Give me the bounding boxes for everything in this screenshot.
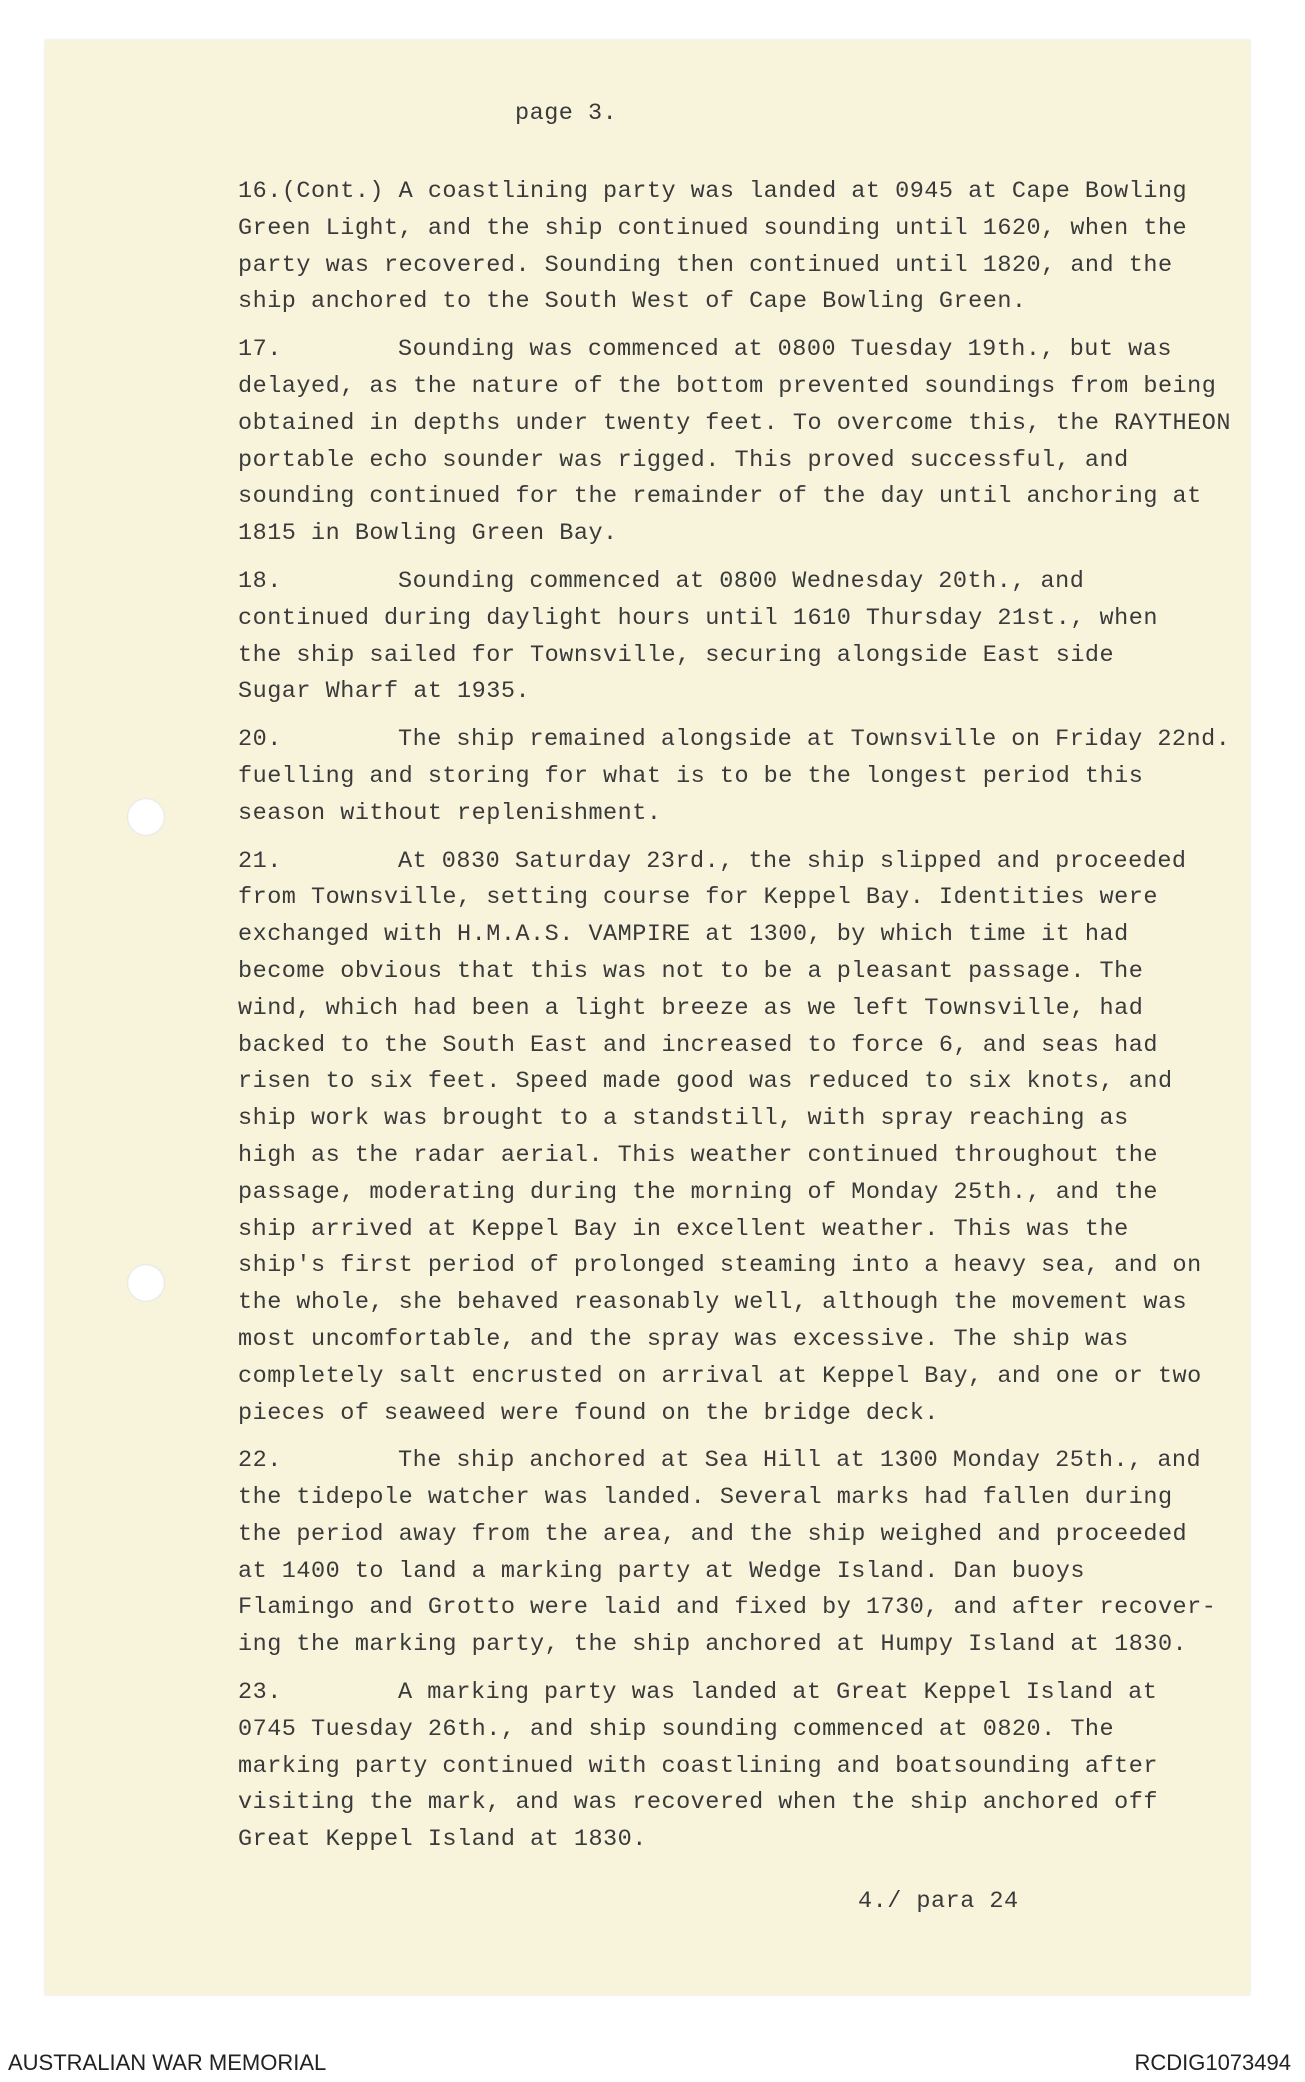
line-text: Sounding commenced at 0800 Wednesday 20th., and [398, 567, 1085, 595]
paragraph-number: 17. [238, 336, 282, 364]
line-text: 0745 Tuesday 26th., and ship sounding commenced at 0820. The [238, 1715, 1115, 1743]
footer-institution: AUSTRALIAN WAR MEMORIAL [8, 2050, 327, 2075]
line-text: at 1400 to land a marking party at Wedge Island. Dan buoys [238, 1557, 1085, 1585]
line-text: 16.(Cont.) A coastlining party was landed at 0945 at Cape Bowling [238, 178, 1188, 205]
line-text: from Townsville, setting course for Keppel Bay. Identities were [238, 884, 1158, 912]
paragraph [238, 844, 1238, 1433]
line-text: Great Keppel Island at 1830. [238, 1826, 647, 1854]
line-text: the tidepole watcher was landed. Several marks had fallen during [238, 1484, 1173, 1512]
text-line [238, 844, 1238, 881]
line-text: the whole, she behaved reasonably well, although the movement was [238, 1289, 1188, 1317]
line-text: the ship sailed for Townsville, securing alongside East side [238, 641, 1115, 669]
punch-hole [127, 798, 165, 836]
text-line [238, 211, 1238, 248]
paragraph [238, 332, 1238, 553]
document-body [238, 174, 1238, 1870]
text-line [238, 1749, 1238, 1786]
line-text: party was recovered. Sounding then continued until 1820, and the [238, 251, 1173, 279]
paragraph-number: 20. [238, 726, 282, 754]
text-line [238, 1785, 1238, 1822]
line-text: delayed, as the nature of the bottom prevented soundings from being [238, 372, 1217, 400]
paragraph [238, 564, 1238, 711]
line-text: ship work was brought to a standstill, with spray reaching as [238, 1105, 1129, 1133]
paragraph [238, 1675, 1238, 1859]
text-line [238, 1480, 1238, 1517]
continuation-note: 4./ para 24 [858, 1888, 1019, 1915]
archive-footer [0, 2042, 1305, 2082]
line-text: exchanged with H.M.A.S. VAMPIRE at 1300, by which time it had [238, 921, 1129, 949]
line-text: wind, which had been a light breeze as we left Townsville, had [238, 994, 1144, 1022]
text-line [238, 796, 1238, 833]
line-text: visiting the mark, and was recovered when the ship anchored off [238, 1789, 1158, 1817]
text-line [238, 284, 1238, 321]
line-text: The ship anchored at Sea Hill at 1300 Monday 25th., and [398, 1447, 1202, 1475]
paragraph-number: 23. [238, 1679, 282, 1707]
line-text: season without replenishment. [238, 799, 662, 827]
line-text: fuelling and storing for what is to be the longest period this [238, 762, 1144, 790]
page-header: page 3. [515, 100, 618, 127]
text-line [238, 674, 1238, 711]
text-line [238, 1517, 1238, 1554]
text-line [238, 1590, 1238, 1627]
text-line [238, 443, 1238, 480]
line-text: ship's first period of prolonged steaming into a heavy sea, and on [238, 1252, 1202, 1280]
text-line [238, 1396, 1238, 1433]
paragraph [238, 722, 1238, 832]
paragraph [238, 1443, 1238, 1664]
paragraph-number: 22. [238, 1447, 282, 1475]
line-text: obtained in depths under twenty feet. To overcome this, the RAYTHEON [238, 409, 1231, 437]
text-line [238, 1675, 1238, 1712]
footer-reference: RCDIG1073494 [1134, 2050, 1291, 2075]
text-line [238, 406, 1238, 443]
text-line [238, 564, 1238, 601]
text-line [238, 917, 1238, 954]
text-line [238, 1822, 1238, 1859]
text-line [238, 1322, 1238, 1359]
text-line [238, 1101, 1238, 1138]
line-text: Flamingo and Grotto were laid and fixed by 1730, and after recover- [238, 1594, 1217, 1622]
text-line [238, 759, 1238, 796]
text-line [238, 954, 1238, 991]
text-line [238, 1285, 1238, 1322]
line-text: most uncomfortable, and the spray was excessive. The ship was [238, 1325, 1129, 1353]
text-line [238, 722, 1238, 759]
text-line [238, 1064, 1238, 1101]
line-text: risen to six feet. Speed made good was reduced to six knots, and [238, 1068, 1173, 1096]
line-text: high as the radar aerial. This weather continued throughout the [238, 1141, 1158, 1169]
text-line [238, 516, 1238, 553]
line-text: The ship remained alongside at Townsville on Friday 22nd. [398, 726, 1231, 754]
line-text: ship anchored to the South West of Cape Bowling Green. [238, 288, 1027, 316]
text-line [238, 1712, 1238, 1749]
line-text: A marking party was landed at Great Keppel Island at [398, 1679, 1158, 1707]
line-text: portable echo sounder was rigged. This proved successful, and [238, 446, 1129, 474]
text-line [238, 638, 1238, 675]
paragraph-number: 21. [238, 847, 282, 875]
text-line [238, 1248, 1238, 1285]
text-line [238, 1627, 1238, 1664]
text-line [238, 991, 1238, 1028]
text-line [238, 1359, 1238, 1396]
line-text: sounding continued for the remainder of the day until anchoring at [238, 483, 1202, 511]
text-line [238, 369, 1238, 406]
line-text: passage, moderating during the morning of Monday 25th., and the [238, 1178, 1158, 1206]
text-line [238, 1554, 1238, 1591]
line-text: marking party continued with coastlining and boatsounding after [238, 1752, 1158, 1780]
text-line [238, 601, 1238, 638]
text-line [238, 174, 1238, 211]
line-text: ship arrived at Keppel Bay in excellent weather. This was the [238, 1215, 1129, 1243]
text-line [238, 1028, 1238, 1065]
text-line [238, 1138, 1238, 1175]
paragraph-number: 18. [238, 567, 282, 595]
line-text: completely salt encrusted on arrival at Keppel Bay, and one or two [238, 1362, 1202, 1390]
line-text: Sounding was commenced at 0800 Tuesday 19th., but was [398, 336, 1172, 364]
text-line [238, 479, 1238, 516]
line-text: Sugar Wharf at 1935. [238, 678, 531, 706]
line-text: backed to the South East and increased to force 6, and seas had [238, 1031, 1158, 1059]
text-line [238, 1175, 1238, 1212]
text-line [238, 1443, 1238, 1480]
text-line [238, 880, 1238, 917]
line-text: the period away from the area, and the ship weighed and proceeded [238, 1520, 1188, 1548]
line-text: ing the marking party, the ship anchored at Humpy Island at 1830. [238, 1631, 1188, 1659]
text-line [238, 332, 1238, 369]
text-line [238, 1212, 1238, 1249]
line-text: Green Light, and the ship continued sounding until 1620, when the [238, 214, 1188, 242]
text-line [238, 248, 1238, 285]
line-text: pieces of seaweed were found on the bridge deck. [238, 1399, 939, 1427]
line-text: At 0830 Saturday 23rd., the ship slipped and proceeded [398, 847, 1187, 875]
paragraph [238, 174, 1238, 321]
line-text: continued during daylight hours until 1610 Thursday 21st., when [238, 604, 1158, 632]
line-text: 1815 in Bowling Green Bay. [238, 520, 618, 548]
punch-hole [127, 1264, 165, 1302]
line-text: become obvious that this was not to be a pleasant passage. The [238, 957, 1144, 985]
